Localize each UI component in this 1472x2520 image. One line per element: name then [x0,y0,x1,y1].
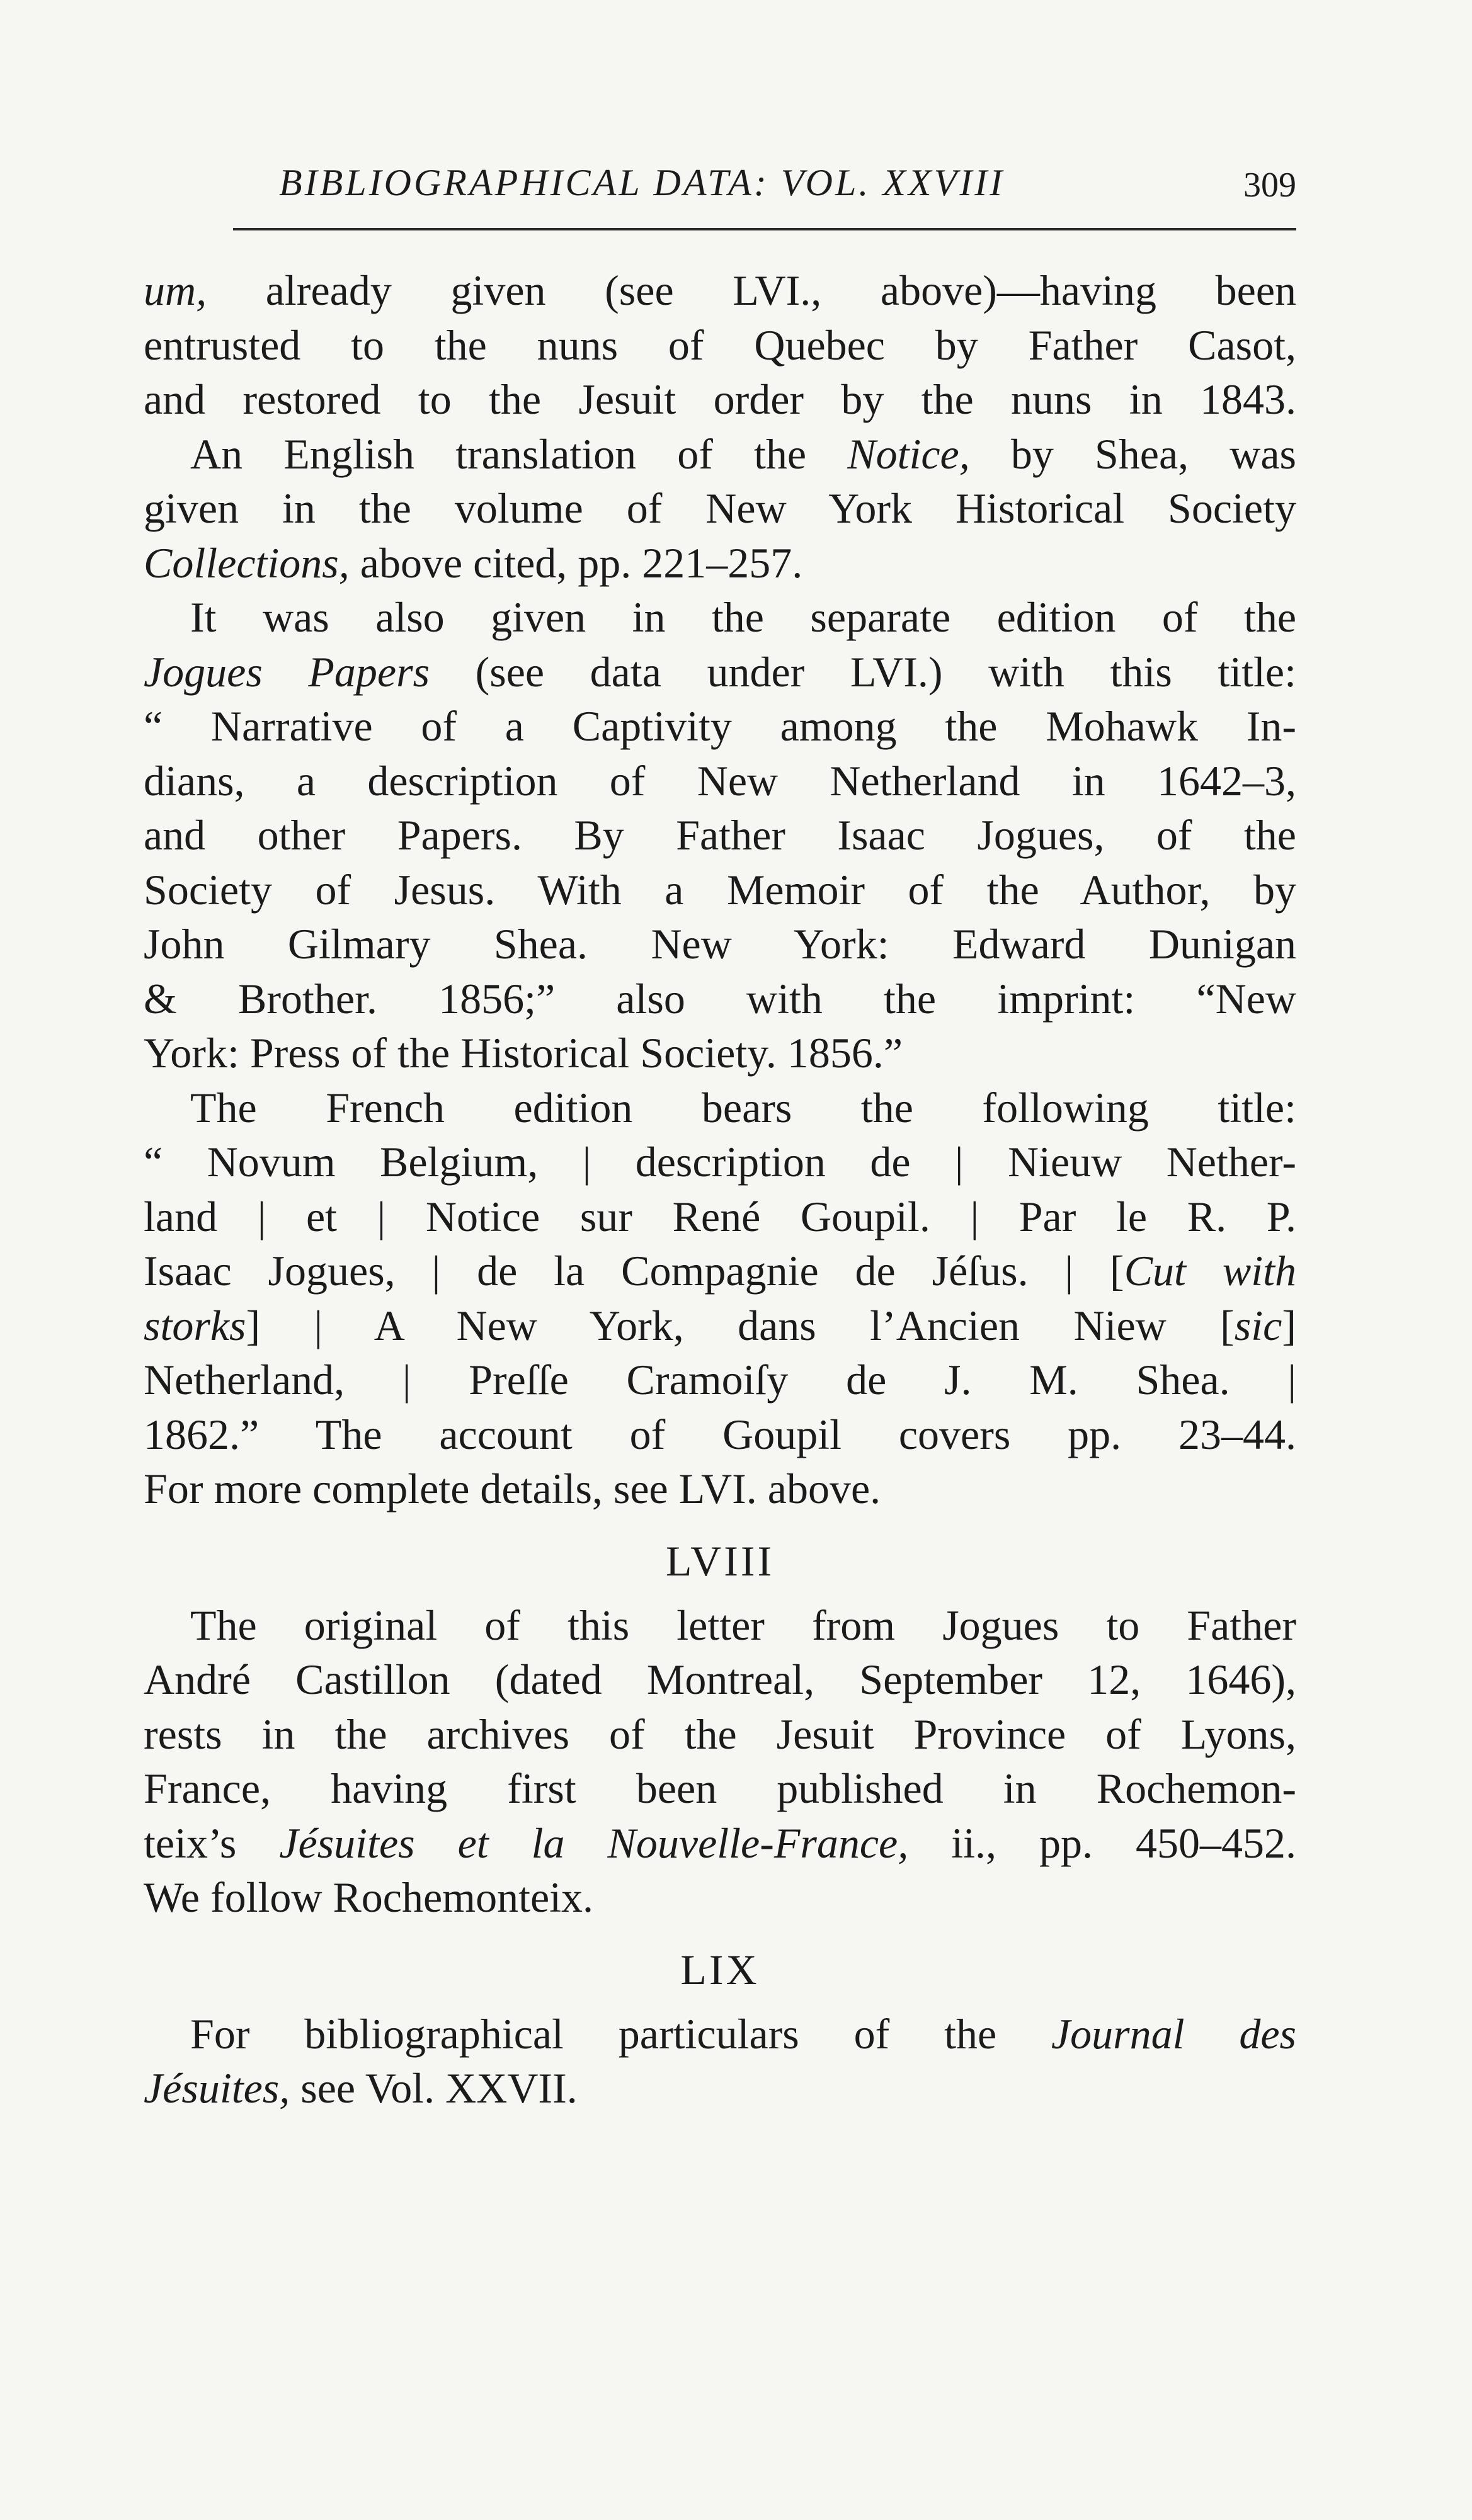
italic-text: um, [144,266,207,314]
text-line: “ Narrative of a Captivity among the Mohawk In- [144,702,1296,750]
running-header [144,156,1296,213]
section-heading-lix: LIX [680,1945,760,1994]
text-line: The French edition bears the following title: [190,1083,1296,1132]
text-line: “ Novum Belgium, | description de | Nieuw Nether- [144,1138,1296,1186]
text-line: & Brother. 1856;” also with the imprint: “New [144,974,1296,1023]
text-line [144,1816,1296,1871]
section-heading-lviii: LVIII [665,1536,775,1585]
running-title: BIBLIOGRAPHICAL DATA: VOL. XXVIII [279,162,1005,203]
text-line: For more complete details, see LVI. above. [144,1465,881,1513]
italic-text: sic [1234,1301,1282,1349]
paragraph-6 [144,2007,1296,2116]
italic-text: storks [144,1301,246,1349]
paragraph-2 [144,427,1296,591]
text-line [144,2007,1296,2062]
text-line: 1862.” The account of Goupil covers pp. 23–44. [144,1410,1296,1458]
body-text [144,263,1296,2116]
header-rule [233,228,1296,230]
text-run: by Shea, was [969,429,1296,478]
text-run: For bibliographical particulars of the [190,2009,1051,2058]
text-line [144,2061,1296,2116]
text-line: We follow Rochemonteix. [144,1873,594,1921]
text-line: and restored to the Jesuit order by the nuns in 1843. [144,375,1296,423]
text-line: land | et | Notice sur René Goupil. | Par le R. P. [144,1192,1296,1240]
text-run: ] [1282,1301,1296,1349]
text-line: rests in the archives of the Jesuit Province of Lyons, [144,1710,1296,1758]
page-number: 309 [1243,166,1296,205]
text-line: André Castillon (dated Montreal, September 12, 1646), [144,1655,1296,1703]
paragraph-1 [144,263,1296,427]
text-line: York: Press of the Historical Society. 1856.” [144,1029,903,1077]
text-run: (see data under LVI.) with this title: [430,647,1296,696]
text-run: already given (see LVI., above)—having been [207,266,1296,314]
italic-text: Jésuites, [144,2064,290,2112]
text-run: ] | A New York, dans l’Ancien Niew [ [246,1301,1235,1349]
text-line: and other Papers. By Father Isaac Jogues, of the [144,811,1296,859]
text-run: ii., pp. 450–452. [908,1819,1296,1867]
text-line [144,263,1296,318]
text-run: teix’s [144,1819,280,1867]
text-run: Isaac Jogues, | de la Compagnie de Jéſus. | [ [144,1247,1124,1295]
text-line [144,1298,1296,1353]
italic-text: Journal des [1051,2009,1296,2058]
italic-text: Cut with [1124,1247,1296,1295]
paragraph-3 [144,590,1296,1081]
text-run: above cited, pp. 221–257. [349,538,803,587]
text-run: see Vol. XXVII. [290,2064,578,2112]
text-line: The original of this letter from Jogues to Father [190,1601,1296,1649]
text-line: France, having first been published in Rochemon- [144,1764,1296,1812]
text-line: entrusted to the nuns of Quebec by Father Casot, [144,321,1296,369]
text-line: given in the volume of New York Historical Society [144,484,1296,532]
italic-text: Notice, [847,429,970,478]
text-line: John Gilmary Shea. New York: Edward Dunigan [144,920,1296,968]
italic-text: Jogues Papers [144,647,430,696]
text-line [144,536,1296,591]
text-line: Netherland, | Preſſe Cramoiſy de J. M. Shea. | [144,1356,1296,1404]
text-line [144,1244,1296,1298]
text-line: dians, a description of New Netherland in 1642–3, [144,756,1296,805]
text-line [144,645,1296,700]
paragraph-4 [144,1081,1296,1516]
text-line: Society of Jesus. With a Memoir of the Author, by [144,865,1296,914]
text-line [144,427,1296,482]
text-line: It was also given in the separate edition of the [190,593,1296,641]
italic-text: Jésuites et la Nouvelle-France, [279,1819,909,1867]
paragraph-5 [144,1598,1296,1925]
italic-text: Collections, [144,538,350,587]
text-run: An English translation of the [190,429,848,478]
